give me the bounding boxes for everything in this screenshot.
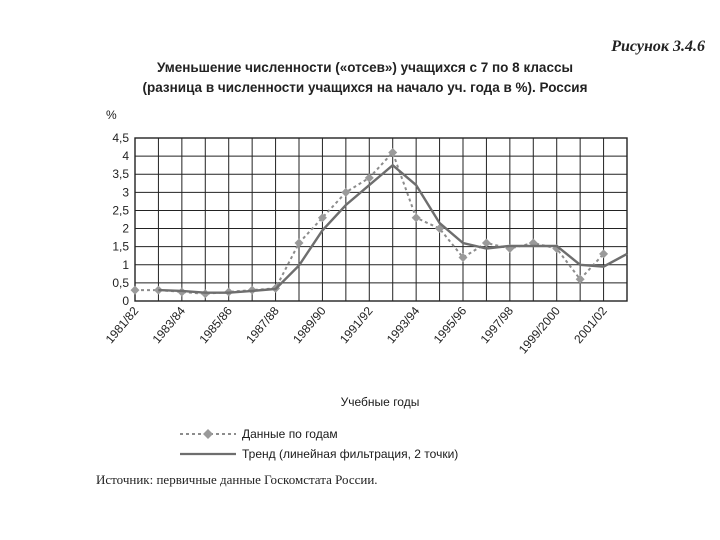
y-tick-label: 1,5 bbox=[112, 239, 129, 254]
x-tick-label: 1987/88 bbox=[243, 303, 282, 347]
y-tick-label: 4,5 bbox=[112, 131, 129, 145]
y-tick-label: 0 bbox=[122, 294, 129, 308]
x-tick-label: 1999/2000 bbox=[515, 303, 564, 357]
x-tick-label: 1995/96 bbox=[430, 303, 470, 347]
source-note: Источник: первичные данные Госкомстата России. bbox=[96, 472, 378, 487]
legend-swatch-dotted-diamond bbox=[180, 427, 236, 441]
legend-item-data bbox=[180, 424, 458, 444]
legend-swatch-solid bbox=[180, 447, 236, 461]
y-tick-label: 3 bbox=[122, 185, 129, 200]
legend-label-data: Данные по годам bbox=[242, 427, 338, 441]
y-tick-label: 0,5 bbox=[112, 275, 129, 290]
legend bbox=[180, 424, 458, 464]
y-tick-label: 1 bbox=[122, 257, 129, 272]
y-tick-label: 2 bbox=[122, 221, 129, 236]
plot-area bbox=[135, 138, 627, 301]
figure-label: Рисунок 3.4.6 bbox=[611, 38, 705, 55]
y-tick-label: 4 bbox=[122, 149, 129, 164]
y-tick-label: 2,5 bbox=[112, 203, 129, 218]
legend-item-trend bbox=[180, 444, 458, 464]
x-tick-label: 2001/02 bbox=[571, 303, 610, 347]
y-tick-label: 3,5 bbox=[112, 167, 129, 182]
y-axis-unit-label: % bbox=[106, 108, 117, 122]
chart-title-line-1: Уменьшение численности («отсев») учащихся с 7 по 8 классы bbox=[157, 60, 573, 75]
x-tick-label: 1997/98 bbox=[477, 303, 517, 347]
legend-label-trend: Тренд (линейная фильтрация, 2 точки) bbox=[242, 447, 459, 461]
x-tick-label: 1991/92 bbox=[336, 303, 376, 347]
x-tick-label: 1993/94 bbox=[383, 303, 423, 347]
x-axis-label: Учебные годы bbox=[340, 395, 420, 409]
x-tick-label: 1983/84 bbox=[149, 303, 189, 347]
chart-title-line-2: (разница в численности учащихся на начало уч. года в %). Россия bbox=[142, 80, 588, 95]
x-tick-label: 1985/86 bbox=[196, 303, 236, 347]
x-tick-label: 1989/90 bbox=[290, 303, 329, 347]
x-tick-label: 1981/82 bbox=[102, 303, 142, 347]
